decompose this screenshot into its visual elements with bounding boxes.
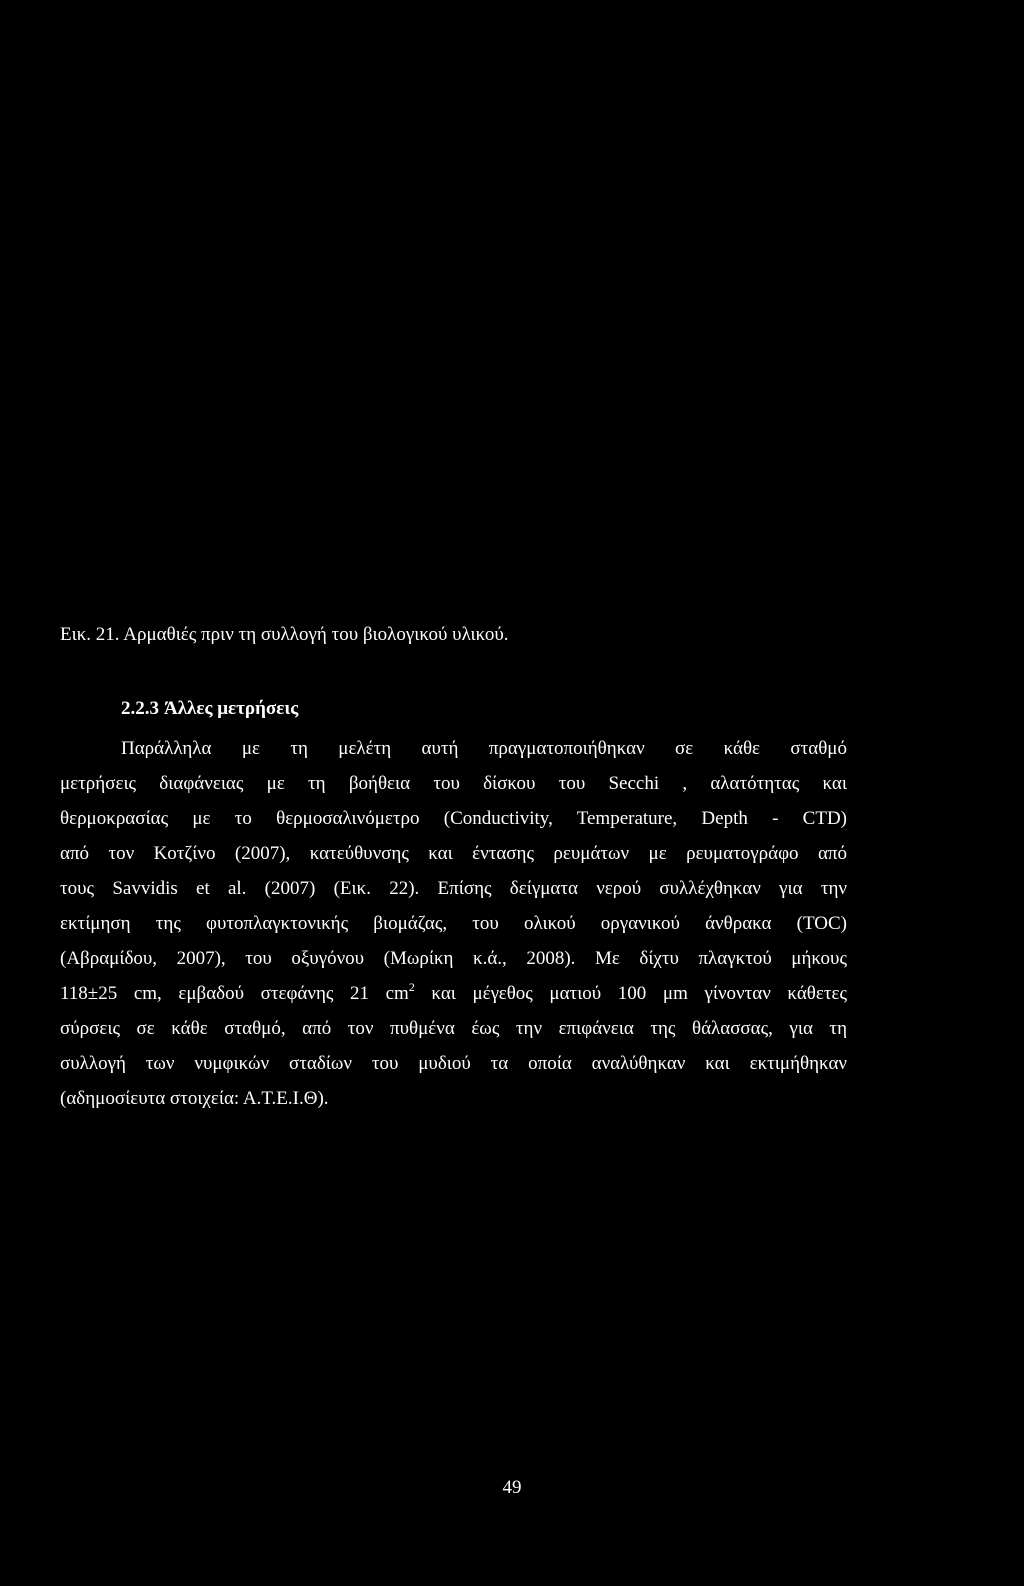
line-text: 118±25 cm, εμβαδού στεφάνης 21 cm <box>60 983 409 1004</box>
section-heading <box>121 697 303 721</box>
paragraph-line: Παράλληλα με τη μελέτη αυτή πραγματοποιήθηκαν σε κάθε σταθμό <box>121 738 847 759</box>
paragraph <box>60 731 847 1116</box>
paragraph-line: (Αβραμίδου, 2007), του οξυγόνου (Μωρίκη κ.ά., 2008). Με δίχτυ πλαγκτού μήκους <box>60 948 847 969</box>
section-number: 2.2.3 <box>121 698 159 719</box>
paragraph-line: μετρήσεις διαφάνειας με τη βοήθεια του δίσκου του Secchi , αλατότητας και <box>60 773 847 794</box>
paragraph-line: τους Savvidis et al. (2007) (Εικ. 22). Επίσης δείγματα νερού συλλέχθηκαν για την <box>60 878 847 899</box>
page-number: 49 <box>502 1477 522 1498</box>
paragraph-line: από τον Κοτζίνο (2007), κατεύθυνσης και έντασης ρευμάτων με ρευματογράφο από <box>60 843 847 864</box>
figure-caption: Εικ. 21. Αρμαθιές πριν τη συλλογή του βιολογικού υλικού. <box>60 624 509 645</box>
section-title: Άλλες μετρήσεις <box>164 698 299 719</box>
paragraph-line: συλλογή των νυμφικών σταδίων του μυδιού τα οποία αναλύθηκαν και εκτιμήθηκαν <box>60 1053 847 1074</box>
paragraph-line: (αδημοσίευτα στοιχεία: Α.Τ.Ε.Ι.Θ). <box>60 1088 329 1109</box>
paragraph-line: σύρσεις σε κάθε σταθμό, από τον πυθμένα έως την επιφάνεια της θάλασσας, για τη <box>60 1018 847 1039</box>
superscript: 2 <box>408 980 415 994</box>
line-text: και μέγεθος ματιού 100 μm γίνονταν κάθετες <box>414 983 847 1004</box>
paragraph-line-with-superscript <box>60 976 847 1011</box>
paragraph-line: εκτίμηση της φυτοπλαγκτονικής βιομάζας, του ολικού οργανικού άνθρακα (TOC) <box>60 913 847 934</box>
paragraph-line: θερμοκρασίας με το θερμοσαλινόμετρο (Conductivity, Temperature, Depth - CTD) <box>60 808 847 829</box>
